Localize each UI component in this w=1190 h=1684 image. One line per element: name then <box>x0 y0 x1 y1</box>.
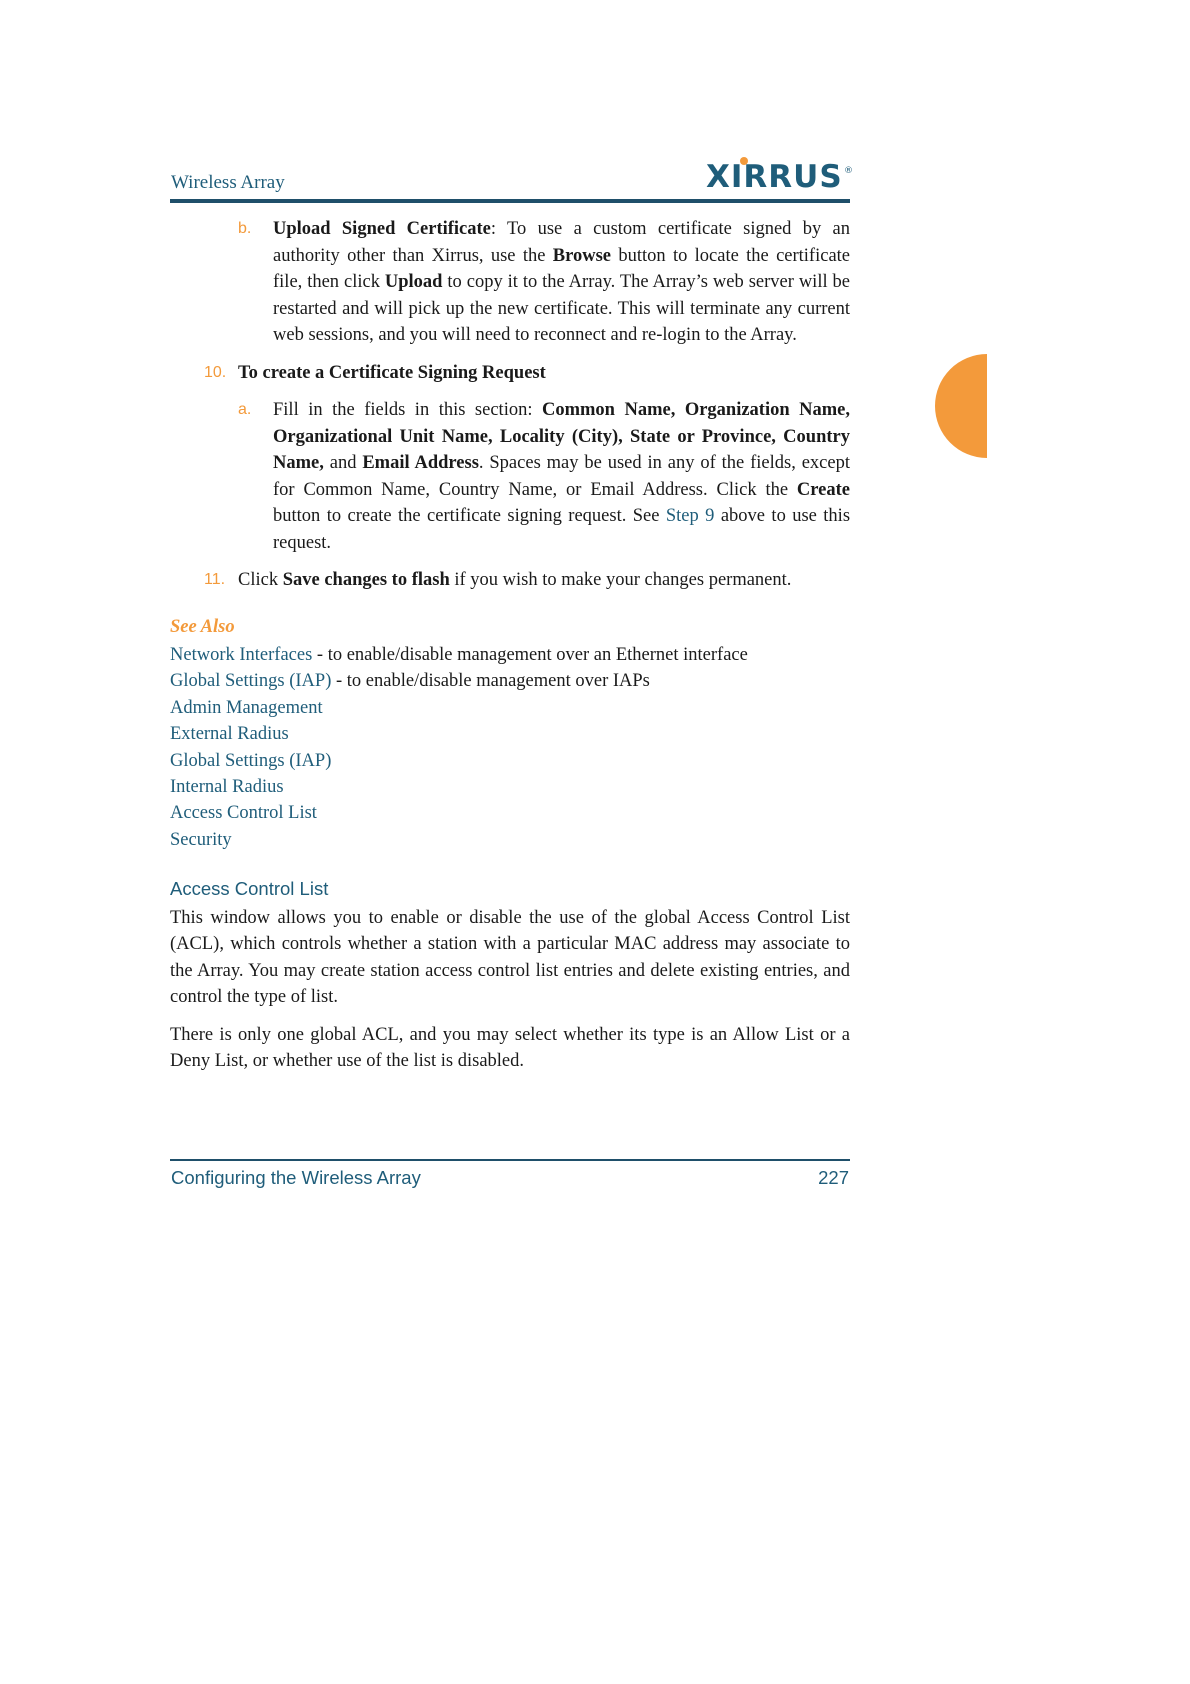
see-also-desc: - to enable/disable management over an Ethernet interface <box>312 645 748 665</box>
substep-text: to copy it to the Array. The Array’s web server will be restarted and will pick up the new certificate. This will terminate any current web sessions, and you will need to reconnect and re-login to the Array. <box>273 272 850 345</box>
see-also-desc: - to enable/disable management over IAPs <box>331 671 650 692</box>
see-also-link[interactable]: External Radius <box>170 724 289 745</box>
substep-marker: a. <box>238 401 252 418</box>
section-heading-acl: Access Control List <box>170 878 329 900</box>
save-changes-term: Save changes to flash <box>282 570 450 590</box>
step-11 <box>170 567 850 594</box>
footer-rule <box>170 1159 850 1161</box>
running-header-title: Wireless Array <box>171 172 285 193</box>
substep-text: button to locate the certificate file, then click <box>273 245 851 292</box>
see-also-link[interactable]: Admin Management <box>170 697 323 718</box>
upload-term: Upload <box>384 272 443 292</box>
see-also-item <box>170 748 850 774</box>
see-also-link[interactable]: Access Control List <box>170 803 317 824</box>
see-also-link[interactable]: Network Interfaces <box>170 645 313 665</box>
step-text: Click <box>238 570 283 590</box>
browse-term: Browse <box>552 245 612 266</box>
substep-a <box>170 397 850 556</box>
see-also-item <box>170 642 850 668</box>
page-content <box>170 216 850 1086</box>
substep-text: above to use this request. <box>273 506 851 553</box>
see-also-item <box>170 668 850 694</box>
substep-text: button to create the certificate signing request. See <box>273 506 666 526</box>
see-also-link[interactable]: Security <box>170 829 232 850</box>
see-also-item <box>170 695 850 721</box>
substep-text: : To use a custom certificate signed by an authority other than Xirrus, use the <box>273 219 851 266</box>
substep-text: and <box>323 453 363 473</box>
see-also-list <box>170 642 850 853</box>
field-email: Email Address <box>362 453 479 473</box>
chapter-thumb-tab <box>935 354 987 458</box>
substep-b <box>170 216 850 349</box>
acl-paragraph-1: This window allows you to enable or disable the use of the global Access Control List (ACL), which controls whether a station with a particular MAC address may associate to the Array. You may create station access control list entries and delete existing entries, and control the type of list. <box>170 907 850 1008</box>
page-number: 227 <box>818 1167 849 1188</box>
substep-text: Fill in the fields in this section: <box>273 400 542 420</box>
step-text: if you wish to make your changes permanent. <box>449 570 792 590</box>
create-term: Create <box>796 479 850 500</box>
xirrus-logo: XIRRUS <box>706 159 843 195</box>
step-marker: 10. <box>204 363 227 381</box>
header-rule <box>170 199 850 203</box>
see-also-link[interactable]: Global Settings (IAP) <box>170 671 332 692</box>
see-also-item <box>170 827 850 853</box>
see-also-heading: See Also <box>170 616 235 637</box>
acl-paragraph-2: There is only one global ACL, and you may select whether its type is an Allow List or a Deny List, or whether use of the list is disabled. <box>170 1024 850 1072</box>
substep-lead: Upload Signed Certificate <box>273 219 491 239</box>
step-10 <box>170 360 850 387</box>
substep-marker: b. <box>238 220 252 237</box>
see-also-item <box>170 721 850 747</box>
step-heading: To create a Certificate Signing Request <box>238 362 546 383</box>
see-also-link[interactable]: Internal Radius <box>170 777 284 798</box>
see-also-item <box>170 774 850 800</box>
field-names: Common Name, Organization Name, Organizational Unit Name, Locality (City), State or Province, Country Name, <box>273 400 851 473</box>
logo-trademark: ® <box>844 166 853 176</box>
see-also-item <box>170 800 850 826</box>
substep-text: . Spaces may be used in any of the fields, except for Common Name, Country Name, or Email Address. Click the <box>273 453 850 500</box>
step-9-link[interactable]: Step 9 <box>665 506 715 526</box>
see-also-link[interactable]: Global Settings (IAP) <box>170 750 332 771</box>
running-footer-title: Configuring the Wireless Array <box>171 1167 421 1188</box>
step-marker: 11. <box>204 571 226 588</box>
